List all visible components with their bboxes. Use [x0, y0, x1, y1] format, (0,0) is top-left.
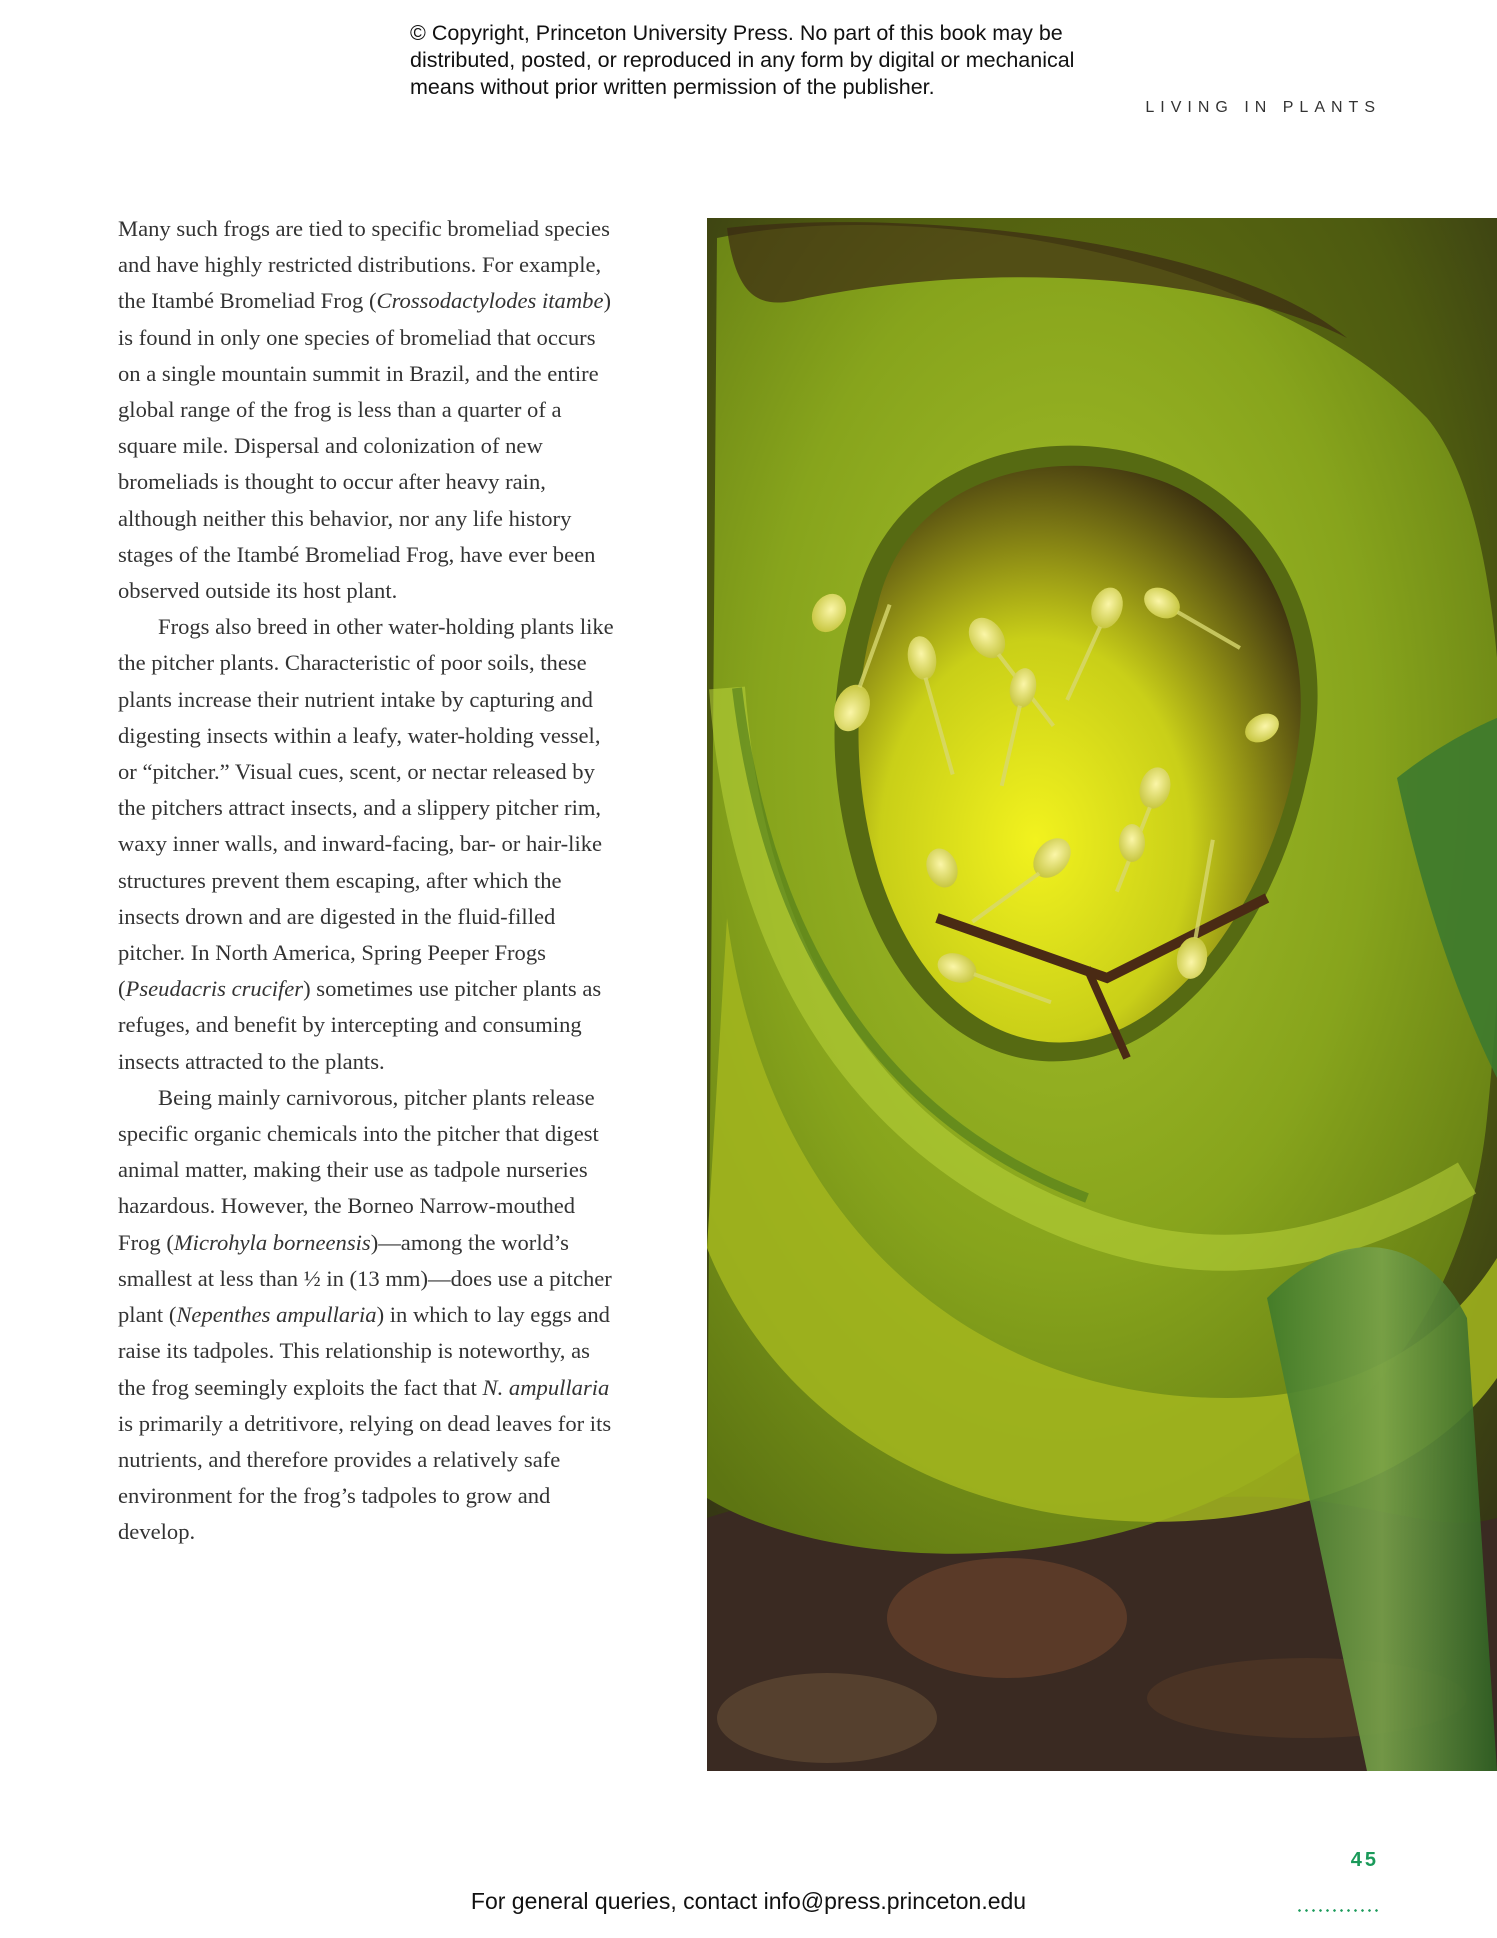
- text-run: Frogs also breed in other water-holding plants like the pitcher plants. Characteristic of poor soils, these plants increase their nutrient intake by capturing and digesting insects within a leafy, water-holding vessel, or “pitcher.” Visual cues, scent, or nectar released by the pitchers attract insects, and a slippery pitcher rim, waxy inner walls, and inward-facing, bar- or hair-like structures prevent them escaping, after which the insects drown and are digested in the fluid-filled pitcher. In North America, Spring Peeper Frogs (: [118, 614, 614, 1002]
- species-name: Pseudacris crucifer: [125, 976, 304, 1002]
- copyright-line: means without prior written permission of the publisher.: [410, 75, 935, 99]
- pitcher-plant-photo: [707, 218, 1497, 1771]
- dead-leaf: [717, 1673, 937, 1763]
- paragraph: [118, 609, 618, 1080]
- body-text: [118, 211, 618, 1551]
- copyright-line: © Copyright, Princeton University Press. No part of this book may be: [410, 21, 1063, 45]
- text-run: ) sometimes use pitcher plants as refuges, and benefit by intercepting and consuming insects attracted to the plants.: [118, 976, 602, 1074]
- text-run: ) in which to lay eggs and raise its tadpoles. This relationship is noteworthy, as the frog seemingly exploits the fact that: [118, 1302, 610, 1400]
- text-run: is primarily a detritivore, relying on dead leaves for its nutrients, and therefore provides a relatively safe environment for the frog’s tadpoles to grow and develop.: [118, 1410, 612, 1545]
- species-name: Microhyla borneensis: [173, 1229, 371, 1255]
- photo-illustration: [707, 218, 1497, 1771]
- text-run: )—among the world’s smallest at less than ½ in (13 mm)—does use a pitcher plant (: [118, 1229, 612, 1328]
- footer-contact: For general queries, contact info@press.princeton.edu: [470, 1888, 1027, 1914]
- running-head: LIVING IN PLANTS: [1145, 99, 1381, 116]
- page-number: 45: [1350, 1849, 1379, 1871]
- dead-leaf: [887, 1558, 1127, 1678]
- copyright-notice: [410, 20, 1110, 101]
- paragraph: [118, 1080, 618, 1551]
- text-run: ) is found in only one species of bromeliad that occurs on a single mountain summit in Brazil, and the entire global range of the frog is less than a quarter of a square mile. Dispersal and colonization of new bromeliads is thought to occur after heavy rain, although neither this behavior, nor any life history stages of the Itambé Bromeliad Frog, have ever been observed outside its host plant.: [118, 288, 612, 604]
- text-run: Being mainly carnivorous, pitcher plants release specific organic chemicals into the pitcher that digest animal matter, making their use as tadpole nurseries hazardous. However, the Borneo Narrow-mouthed Frog (: [118, 1084, 599, 1255]
- paragraph: [118, 211, 618, 609]
- species-name: Nepenthes ampullaria: [176, 1302, 377, 1328]
- text-run: Many such frogs are tied to specific bromeliad species and have highly restricted distributions. For example, the Itambé Bromeliad Frog (: [118, 216, 610, 314]
- tadpole: [1119, 824, 1145, 862]
- copyright-line: distributed, posted, or reproduced in any form by digital or mechanical: [410, 48, 1075, 72]
- species-name: Crossodactylodes itambe: [376, 288, 604, 314]
- species-name: N. ampullaria: [482, 1374, 610, 1400]
